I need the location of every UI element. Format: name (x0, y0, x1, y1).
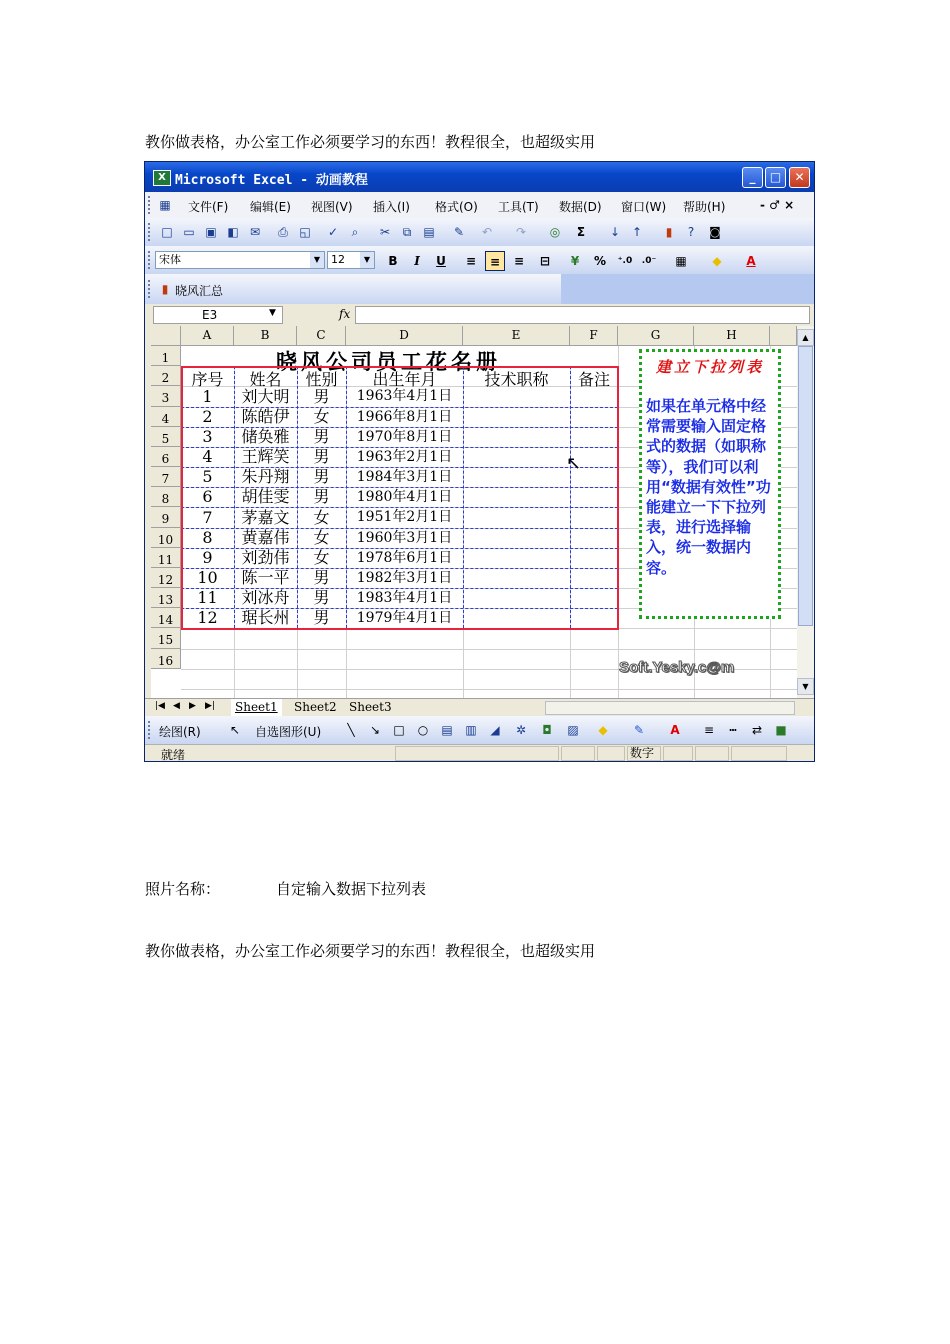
picture-icon[interactable]: ▨ (567, 723, 579, 737)
vertical-textbox-icon[interactable]: ▥ (465, 723, 477, 737)
fill-color-icon[interactable]: ◆ (598, 723, 608, 737)
bold-button[interactable]: B (388, 254, 398, 268)
table-cell[interactable]: 女 (313, 548, 330, 567)
row-header[interactable]: 9 (151, 507, 181, 528)
doc-window-controls[interactable]: - ♂ × (760, 198, 795, 212)
decrease-decimal-button[interactable]: .0⁻ (641, 256, 657, 266)
paste-icon[interactable]: ▤ (423, 225, 435, 239)
rectangle-icon[interactable]: □ (393, 723, 405, 737)
arrow-icon[interactable]: ↘ (369, 723, 381, 737)
active-cell[interactable] (463, 386, 570, 407)
dash-style-icon[interactable]: ┅ (729, 723, 737, 737)
row-header[interactable]: 12 (151, 568, 181, 588)
line-icon[interactable]: ╲ (347, 723, 355, 737)
spelling-icon[interactable]: ✓ (327, 225, 339, 239)
worksheet-grid[interactable] (151, 326, 797, 698)
font-color-button[interactable]: A (746, 254, 756, 268)
sheet-tab-bar (145, 698, 814, 717)
row-header[interactable]: 1 (151, 346, 181, 366)
formula-bar (145, 304, 814, 326)
column-header[interactable]: D (346, 326, 463, 346)
tip-note (639, 349, 781, 619)
column-header[interactable]: H (694, 326, 770, 346)
table-cell[interactable]: 4 (202, 447, 213, 466)
row-header[interactable]: 3 (151, 386, 181, 407)
table-cell[interactable]: 1963年4月1日 (356, 388, 453, 404)
table-cell[interactable]: 1983年4月1日 (356, 590, 453, 606)
email-icon[interactable]: ✉ (249, 225, 261, 239)
table-cell[interactable]: 男 (313, 568, 330, 587)
table-cell[interactable]: 男 (313, 608, 330, 627)
format-painter-icon[interactable]: ✎ (453, 225, 465, 239)
increase-decimal-button[interactable]: ⁺.0 (617, 256, 633, 266)
grip-icon[interactable] (148, 721, 153, 739)
row-header[interactable]: 7 (151, 467, 181, 487)
menu-insert[interactable]: 插入(I) (373, 200, 410, 214)
table-cell[interactable]: 女 (313, 407, 330, 426)
table-cell[interactable]: 11 (197, 588, 218, 607)
table-cell[interactable]: 1984年3月1日 (356, 469, 453, 485)
align-center-icon[interactable]: ≡ (485, 251, 505, 271)
menu-tools[interactable]: 工具(T) (498, 200, 539, 214)
line-color-icon[interactable]: ✎ (633, 723, 645, 737)
grip-icon[interactable] (148, 196, 153, 214)
custom-toolbar-row (145, 274, 814, 304)
table-cell[interactable]: 1966年8月1日 (356, 409, 453, 425)
window-title: Microsoft Excel - 动画教程 (175, 173, 368, 188)
table-cell[interactable]: 1960年3月1日 (356, 530, 453, 546)
table-cell[interactable]: 1978年6月1日 (356, 550, 453, 566)
table-cell[interactable]: 8 (202, 528, 213, 547)
table-cell[interactable]: 3 (202, 427, 213, 446)
row-header[interactable]: 15 (151, 628, 181, 649)
restore-button[interactable]: □ (765, 167, 786, 188)
print-preview-icon[interactable]: ◱ (299, 225, 311, 239)
font-color-icon[interactable]: A (670, 723, 680, 737)
gridline (181, 649, 797, 650)
horizontal-scrollbar[interactable] (545, 701, 795, 715)
footer-line: 教你做表格，办公室工作必须要学习的东西！教程很全，也超级实用 (145, 942, 596, 960)
new-icon[interactable]: □ (161, 225, 173, 239)
row-header[interactable]: 13 (151, 588, 181, 608)
column-header[interactable]: G (618, 326, 694, 346)
select-all-corner[interactable] (151, 326, 181, 346)
borders-icon[interactable]: ▦ (675, 254, 687, 268)
underline-button[interactable]: U (436, 254, 446, 268)
sheet-tab-sheet1[interactable]: Sheet1 (231, 699, 282, 716)
font-name-value: 宋体 (159, 253, 181, 266)
tip-body: 如果在单元格中经常需要输入固定格式的数据（如职称等），我们可以利用“数据有效性”功能建立一下下拉列表，进行选择输入，统一数据内容。 (646, 397, 771, 577)
column-header[interactable]: B (234, 326, 297, 346)
formatting-toolbar (145, 246, 814, 274)
table-cell[interactable]: 胡佳雯 (241, 487, 290, 506)
row-header[interactable]: 6 (151, 447, 181, 467)
sort-ascending-icon[interactable]: ↓ (609, 225, 621, 239)
save-icon[interactable]: ▣ (205, 225, 217, 239)
table-cell[interactable]: 黄嘉伟 (241, 528, 290, 547)
clipart-icon[interactable]: ◘ (542, 723, 552, 737)
row-header[interactable]: 4 (151, 407, 181, 427)
grip-icon[interactable] (148, 223, 153, 241)
italic-button[interactable]: I (414, 254, 420, 268)
menu-edit[interactable]: 编辑(E) (250, 200, 291, 214)
excel-logo-icon: X (153, 170, 171, 186)
align-right-icon[interactable]: ≡ (513, 254, 525, 268)
font-name-select[interactable] (155, 251, 325, 269)
menu-file[interactable]: 文件(F) (188, 200, 229, 214)
close-button[interactable]: ✕ (789, 167, 810, 188)
table-cell[interactable]: 10 (197, 568, 218, 587)
prev-sheet-icon[interactable]: ◀ (173, 701, 180, 711)
tip-title: 建立下拉列表 (655, 358, 764, 376)
standard-toolbar (145, 218, 814, 246)
menu-bar (145, 192, 814, 218)
photo-name: 自定输入数据下拉列表 (276, 880, 427, 898)
custom-toolbar (145, 274, 561, 304)
chart-icon: ▮ (161, 282, 169, 296)
status-panel (731, 746, 787, 761)
table-cell[interactable]: 12 (197, 608, 218, 627)
draw-menu-button[interactable]: 绘图(R) (159, 725, 201, 739)
menu-data[interactable]: 数据(D) (559, 200, 602, 214)
table-cell[interactable]: 王辉笑 (241, 447, 290, 466)
table-cell[interactable]: 1 (202, 387, 213, 406)
oval-icon[interactable]: ○ (417, 723, 429, 737)
sheet-tab-sheet2[interactable]: Sheet2 (294, 700, 337, 714)
table-cell[interactable]: 男 (313, 387, 330, 406)
menu-help[interactable]: 帮助(H) (683, 200, 726, 214)
status-panel (695, 746, 729, 761)
cut-icon[interactable]: ✂ (379, 225, 391, 239)
sheet-tab-sheet3[interactable]: Sheet3 (349, 700, 392, 714)
header-line: 教你做表格，办公室工作必须要学习的东西！教程很全，也超级实用 (145, 133, 596, 151)
table-cell[interactable]: 陈皓伊 (241, 407, 290, 426)
arrow-style-icon[interactable]: ⇄ (751, 723, 763, 737)
table-cell[interactable]: 1980年4月1日 (356, 489, 453, 505)
status-panel (663, 746, 693, 761)
grip-icon[interactable] (148, 251, 153, 269)
column-header[interactable]: C (297, 326, 346, 346)
fx-icon[interactable]: fx (339, 307, 351, 321)
table-cell[interactable]: 朱丹翔 (241, 467, 290, 486)
table-cell[interactable]: 男 (313, 427, 330, 446)
header-cell[interactable]: 技术职称 (484, 370, 549, 389)
table-cell[interactable]: 1979年4月1日 (356, 610, 453, 626)
table-cell[interactable]: 男 (313, 447, 330, 466)
research-icon[interactable]: ⌕ (351, 225, 359, 239)
font-size-select[interactable] (327, 251, 375, 269)
row-header[interactable]: 11 (151, 548, 181, 568)
scroll-up-icon[interactable]: ▲ (797, 329, 814, 346)
minimize-button[interactable]: _ (742, 167, 763, 188)
row-header[interactable]: 16 (151, 649, 181, 669)
table-cell[interactable]: 陈一平 (241, 568, 290, 587)
xiaofeng-summary-button[interactable]: 晓风汇总 (175, 284, 224, 298)
table-cell[interactable]: 男 (313, 467, 330, 486)
table-cell[interactable]: 刘劲伟 (241, 548, 290, 567)
table-cell[interactable]: 1951年2月1日 (356, 509, 453, 525)
percent-button[interactable]: % (593, 254, 607, 268)
hyperlink-icon[interactable]: ◎ (549, 225, 561, 239)
align-left-icon[interactable]: ≡ (465, 254, 477, 268)
gridline (181, 689, 797, 690)
table-cell[interactable]: 琚长州 (241, 608, 290, 627)
column-header[interactable]: A (181, 326, 234, 346)
chevron-down-icon[interactable]: ▼ (310, 252, 324, 268)
header-cell[interactable]: 序号 (191, 370, 224, 389)
camera-icon[interactable]: ◙ (709, 225, 721, 239)
name-box[interactable]: E3 (153, 306, 283, 324)
table-cell[interactable]: 1970年8月1日 (356, 429, 453, 445)
menu-view[interactable]: 视图(V) (311, 200, 353, 214)
status-panel (597, 746, 625, 761)
textbox-icon[interactable]: ▤ (441, 723, 453, 737)
status-bar (145, 744, 814, 762)
header-cell[interactable]: 出生年月 (372, 370, 437, 389)
table-cell[interactable]: 1963年2月1日 (356, 449, 453, 465)
next-sheet-icon[interactable]: ▶ (189, 701, 196, 711)
watermark: Soft.Yesky.c@m (619, 659, 735, 676)
header-cell[interactable]: 备注 (577, 370, 610, 389)
last-sheet-icon[interactable]: ▶| (205, 701, 215, 711)
status-ready: 就绪 (161, 748, 186, 762)
line-style-icon[interactable]: ≡ (703, 723, 715, 737)
table-cell[interactable]: 6 (202, 487, 213, 506)
table-cell[interactable]: 9 (202, 548, 213, 567)
table-cell[interactable]: 刘大明 (241, 387, 290, 406)
row-header[interactable]: 10 (151, 528, 181, 548)
header-cell[interactable]: 姓名 (249, 370, 282, 389)
table-cell[interactable]: 5 (202, 467, 213, 486)
shadow-icon[interactable]: ■ (775, 723, 787, 737)
title-bar[interactable] (145, 162, 814, 192)
table-cell[interactable]: 储奂雅 (241, 427, 290, 446)
currency-icon[interactable]: ¥ (570, 254, 580, 268)
chart-wizard-icon[interactable]: ▮ (665, 225, 673, 239)
table-title: 晓风公司员工花名册 (276, 349, 501, 374)
autoshapes-button[interactable]: 自选图形(U) (255, 725, 322, 739)
chevron-down-icon[interactable]: ▼ (269, 308, 276, 318)
print-icon[interactable]: ⎙ (278, 225, 288, 239)
merge-center-icon[interactable]: ⊟ (539, 254, 551, 268)
status-mode: 数字 (627, 746, 661, 761)
undo-icon[interactable]: ↶ (481, 225, 493, 239)
table-cell[interactable]: 男 (313, 588, 330, 607)
font-size-value: 12 (331, 253, 345, 266)
row-header[interactable]: 2 (151, 366, 181, 386)
status-panel (561, 746, 595, 761)
workbook-icon[interactable]: ▦ (159, 198, 171, 212)
table-cell[interactable]: 男 (313, 487, 330, 506)
table-cell[interactable]: 7 (202, 508, 213, 527)
column-header[interactable] (770, 326, 797, 346)
redo-icon[interactable]: ↷ (515, 225, 527, 239)
scroll-down-icon[interactable]: ▼ (797, 678, 814, 695)
menu-format[interactable]: 格式(O) (435, 200, 478, 214)
scroll-thumb[interactable] (798, 346, 813, 626)
help-icon[interactable]: ? (687, 225, 695, 239)
table-cell[interactable]: 茅嘉文 (241, 508, 290, 527)
permission-icon[interactable]: ◧ (227, 225, 239, 239)
table-cell[interactable]: 女 (313, 508, 330, 527)
formula-input[interactable] (355, 306, 810, 324)
table-cell[interactable]: 1982年3月1日 (356, 570, 453, 586)
row-header[interactable]: 8 (151, 487, 181, 507)
drawing-toolbar (145, 716, 814, 744)
vertical-scrollbar[interactable] (797, 326, 814, 698)
fill-color-icon[interactable]: ◆ (712, 254, 722, 268)
autosum-icon[interactable]: Σ (576, 225, 586, 239)
column-header[interactable]: F (570, 326, 618, 346)
grip-icon[interactable] (148, 280, 153, 298)
table-cell[interactable]: 2 (202, 407, 213, 426)
row-header[interactable]: 14 (151, 608, 181, 628)
header-cell[interactable]: 性别 (305, 370, 338, 389)
status-panel (395, 746, 559, 761)
chevron-down-icon[interactable]: ▼ (360, 252, 374, 268)
diagram-icon[interactable]: ✲ (515, 723, 527, 737)
excel-window (144, 161, 815, 762)
photo-label: 照片名称： (145, 880, 221, 898)
first-sheet-icon[interactable]: |◀ (155, 701, 165, 711)
table-cell[interactable]: 刘冰舟 (241, 588, 290, 607)
wordart-icon[interactable]: ◢ (490, 723, 500, 737)
menu-window[interactable]: 窗口(W) (621, 200, 667, 214)
sort-descending-icon[interactable]: ↑ (631, 225, 643, 239)
mouse-cursor-icon: ↖ (566, 453, 582, 474)
table-cell[interactable]: 女 (313, 528, 330, 547)
row-header[interactable]: 5 (151, 427, 181, 447)
copy-icon[interactable]: ⧉ (402, 225, 412, 239)
select-objects-icon[interactable]: ↖ (229, 723, 241, 737)
open-icon[interactable]: ▭ (183, 225, 195, 239)
column-header[interactable]: E (463, 326, 570, 346)
